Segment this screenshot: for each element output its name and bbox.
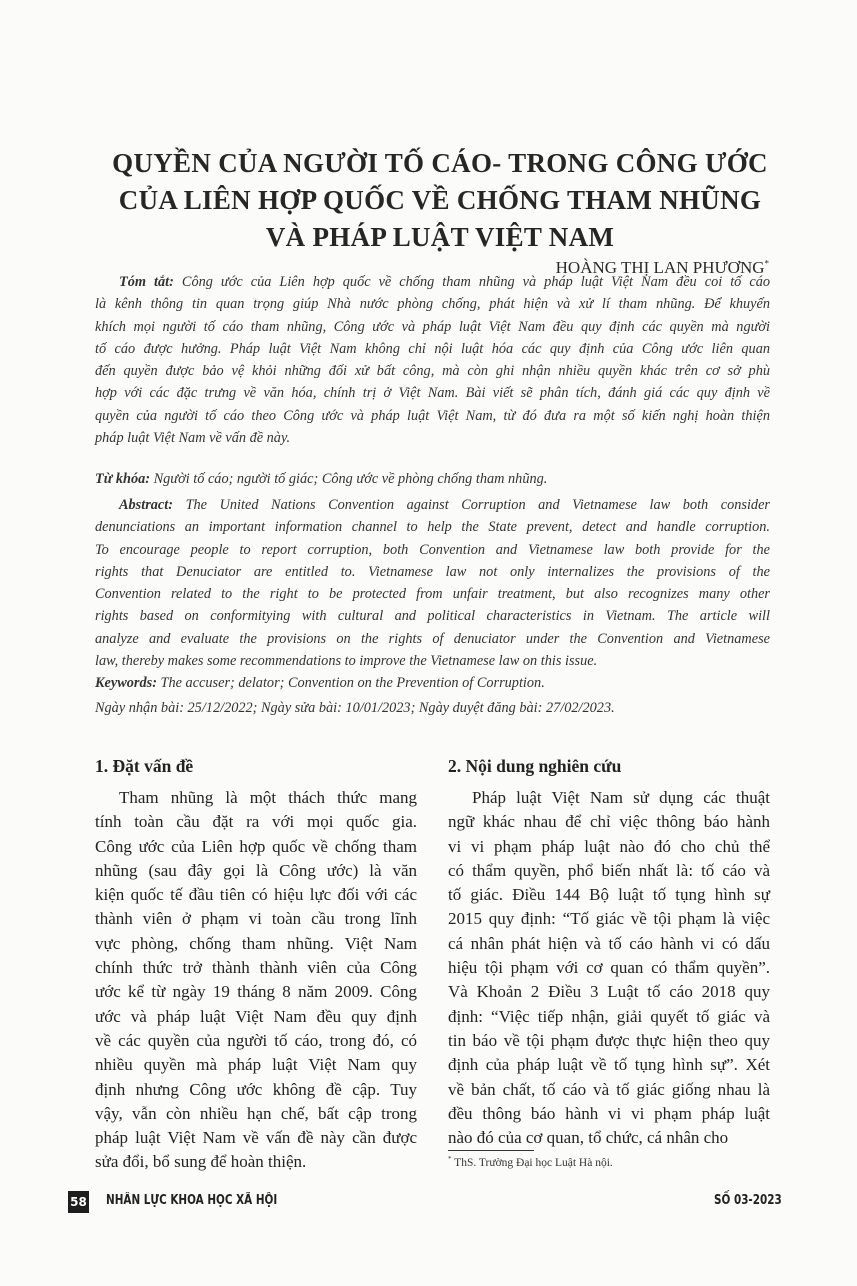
abstract-block [95,494,770,672]
line-text: về các quyền của người tố cáo, trong đó, có [95,1030,417,1050]
text-line [95,628,770,650]
line-text: định nhưng Công ước không đề cập. Tuy [95,1079,417,1099]
article-dates: Ngày nhận bài: 25/12/2022; Ngày sửa bài: 10/01/2023; Ngày duyệt đăng bài: 27/02/2023. [95,700,615,716]
text-line [95,907,417,931]
line-text: nào đó của cơ quan, tổ chức, cá nhân cho [448,1128,729,1148]
text-line [95,1029,417,1053]
keywords-en-text: The accuser; delator; Convention on the Prevention of Corruption. [156,675,545,691]
line-text: đến quyền được bảo vệ khỏi những đối xử bất công, mà còn ghi nhận nhiều quyền khác trên cơ sở phù [95,363,770,380]
text-line [95,1078,417,1102]
line-text: 2015 quy định: “Tố giác về tội phạm là việc [448,909,770,929]
keywords-vi [95,471,770,488]
text-line [448,883,770,907]
line-text: ước và pháp luật Việt Nam đều quy định [95,1006,417,1026]
text-line [95,605,770,627]
line-text: tố cáo được hưởng. Pháp luật Việt Nam không chỉ nội luật hóa các quy định của Công ước liên quan [95,340,770,357]
text-line [95,1053,417,1077]
line-text: nhiều quyền mà pháp luật Việt Nam quy [95,1055,417,1075]
text-line [448,1029,770,1053]
line-text: tố giác. Điều 144 Bộ luật tố tụng hình sự [448,885,770,905]
text-line [95,650,770,672]
line-text: khích mọi người tố cáo tham nhũng, Công ước và pháp luật Việt Nam đều quy định các quyền mà người [95,318,770,335]
keywords-vi-text: Người tố cáo; người tố giác; Công ước về phòng chống tham nhũng. [150,471,548,487]
footnote-text: ThS. Trường Đại học Luật Hà nội. [454,1156,613,1169]
text-line [95,980,417,1004]
line-text: rights based on conformitying with cultural and political characteristics in Vietnam. The article will [95,608,770,625]
line-text: ngữ khác nhau để chỉ việc thông báo hành [448,812,770,832]
line-text: vực phòng, chống tham nhũng. Việt Nam [95,933,417,953]
line-text: có thẩm quyền, phổ biến nhất là: tố cáo và [448,860,770,880]
line-text: Tham nhũng là một thách thức mang [119,788,417,807]
line-text: kiện quốc tế đầu tiên có hiệu lực đối với các [95,885,417,905]
line-text: định của pháp luật về tố tụng hình sự”. Xét [448,1055,770,1075]
section-1-heading: 1. Đặt vấn đề [95,756,194,776]
author-name: HOÀNG THỊ LAN PHƯƠNG [555,258,765,277]
text-line [448,1005,770,1029]
line-text: Convention related to the right to be protected from unfair treatment, but also recognizes many other [95,586,770,603]
text-line [448,859,770,883]
line-text: The United Nations Convention against Corruption and Vietnamese law both consider [185,497,770,513]
text-line [95,1126,417,1150]
text-line [95,539,770,561]
line-text: thành viên ở phạm vi toàn cầu trong lĩnh [95,909,417,929]
section-1-body [95,786,417,1175]
text-line [95,427,770,449]
line-text: tính toàn cầu đặt ra với mọi quốc gia. [95,812,417,832]
text-line [95,338,770,360]
line-text: pháp luật Việt Nam về vấn đề này cần được [95,1128,417,1148]
text-line [448,932,770,956]
text-line [95,316,770,338]
line-text: Công ước của Liên hợp quốc về chống tham nhũng và pháp luật Việt Nam đều coi tố cáo [181,274,771,290]
text-line [95,810,417,834]
line-text: To encourage people to report corruption, both Convention and Vietnamese law both provide for the [95,541,770,558]
line-text: đều thông báo hành vi vi phạm pháp luật [448,1103,770,1123]
text-line [95,835,417,859]
text-line [95,932,417,956]
line-text: rights that Denuciator are entitled to. Vietnamese law not only internalizes the provisions of the [95,563,770,580]
footnote-divider [448,1150,534,1151]
line-text: sửa đổi, bổ sung để hoàn thiện. [95,1152,307,1172]
line-text: law, thereby makes some recommendations to improve the Vietnamese law on this issue. [95,653,598,670]
section-2-body [448,786,770,1150]
author-footnote-mark: * [764,258,769,269]
summary-block [95,271,770,449]
text-line [448,1078,770,1102]
text-line [448,1102,770,1126]
text-line [95,956,417,980]
footnote-mark: * [448,1155,452,1163]
line-text: hợp với các đặc trưng về văn hóa, chính trị ở Việt Nam. Bài viết sẽ phân tích, đánh giá các quy định về [95,385,770,402]
summary-label: Tóm tắt: [119,274,174,290]
article-title-line: VÀ PHÁP LUẬT VIỆT NAM [265,222,615,252]
text-line [95,786,417,810]
issue-number: SỐ 03-2023 [714,1193,782,1208]
text-line [448,786,770,810]
line-text: analyze and evaluate the provisions on the rights of denuciator under the Convention and Vietnamese [95,630,770,647]
text-line [95,561,770,583]
line-text: về bản chất, tố cáo và tố giác giống nhau là [448,1079,770,1099]
abstract-label: Abstract: [119,497,174,513]
line-text: ước kể từ ngày 19 tháng 8 năm 2009. Công [95,982,417,1002]
line-text: chính thức trở thành thành viên của Công [95,958,417,978]
line-text: Pháp luật Việt Nam sử dụng các thuật [472,788,770,807]
footnote [448,1155,613,1169]
text-line [95,859,417,883]
text-line [95,1005,417,1029]
text-line [448,1053,770,1077]
line-text: Công ước của Liên hợp quốc về chống tham [95,836,417,856]
article-title-line: CỦA LIÊN HỢP QUỐC VỀ CHỐNG THAM NHŨNG [118,185,762,215]
text-line [95,405,770,427]
page-number: 58 [68,1191,89,1213]
section-2-heading: 2. Nội dung nghiên cứu [448,756,622,776]
line-text: cá nhân phát hiện và tố cáo hành vi có dấu [448,933,770,953]
text-line [95,271,770,293]
line-text: vi vi phạm pháp luật nào đó cho chủ thể [448,836,770,856]
line-text: pháp luật Việt Nam về vấn đề này. [95,430,291,447]
text-line [448,810,770,834]
text-line [95,494,770,516]
journal-name: NHÂN LỰC KHOA HỌC XÃ HỘI [106,1193,278,1208]
article-title-line: QUYỀN CỦA NGƯỜI TỐ CÁO- TRONG CÔNG ƯỚC [112,148,768,178]
text-line [95,883,417,907]
text-line [95,360,770,382]
line-text: denunciations an important information channel to help the State prevent, detect and handle corruption. [95,519,770,536]
text-line [95,1102,417,1126]
text-line [448,1126,770,1150]
text-line [95,382,770,404]
text-line [95,516,770,538]
line-text: Và Khoản 2 Điều 3 Luật tố cáo 2018 quy [448,982,770,1002]
line-text: là kênh thông tin quan trọng giúp Nhà nước phòng chống, phát hiện và xử lí tham nhũng. Để khuyến [95,296,770,313]
text-line [448,907,770,931]
text-line [95,293,770,315]
line-text: hiệu tội phạm với cơ quan có thẩm quyền”. [448,958,770,978]
line-text: tin báo về tội phạm được thực hiện theo quy [448,1030,770,1050]
keywords-en [95,675,770,692]
line-text: nhũng (sau đây gọi là Công ước) là văn [95,860,417,880]
text-line [95,583,770,605]
text-line [448,835,770,859]
text-line [95,1150,417,1174]
text-line [448,980,770,1004]
keywords-vi-label: Từ khóa: [95,471,151,487]
line-text: vậy, vẫn còn nhiều hạn chế, bất cập trong [95,1103,417,1123]
keywords-en-label: Keywords: [95,675,157,691]
line-text: quyền của người tố cáo theo Công ước và pháp luật Việt Nam, từ đó đưa ra một số kiến nghị hoàn thiện [95,407,770,424]
text-line [448,956,770,980]
line-text: định: “Việc tiếp nhận, giải quyết tố giác và [448,1006,770,1026]
